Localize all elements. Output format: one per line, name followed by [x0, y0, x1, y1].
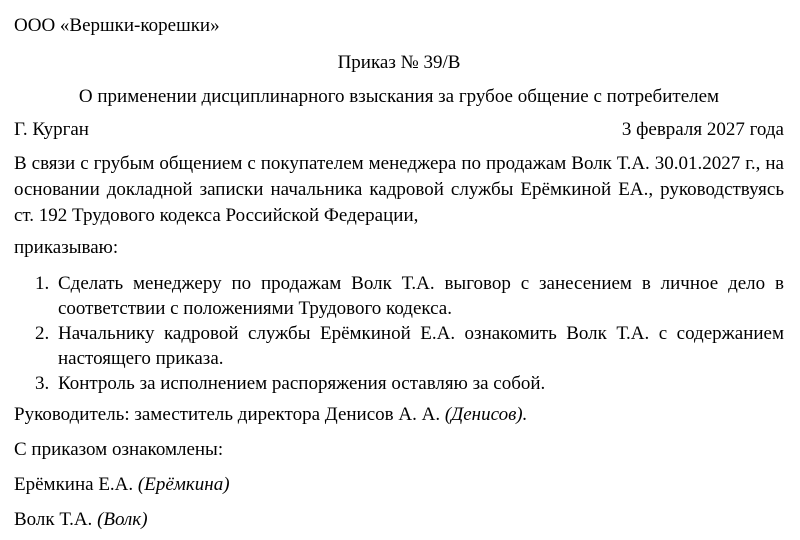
signatory-signature: (Волк) — [97, 509, 148, 530]
head-signature: (Денисов). — [444, 404, 528, 425]
order-title: Приказ № 39/В — [337, 52, 461, 73]
signatory-name: Волк Т.А. — [14, 509, 93, 530]
order-word: приказываю: — [14, 237, 119, 258]
item-number: 2. — [35, 323, 50, 344]
signatory-name: Ерёмкина Е.А. — [14, 474, 134, 495]
place-date-row — [14, 118, 784, 142]
item-text: Начальнику кадровой службы Ерёмкиной Е.А. ознакомить Волк Т.А. с содержанием настоящего приказа. — [58, 323, 784, 369]
item-text: Сделать менеджеру по продажам Волк Т.А. выговор с занесением в личное дело в соответствии с положениями Трудового кодекса. — [58, 273, 784, 319]
acquainted-label: С приказом ознакомлены: — [14, 439, 224, 460]
list-item — [14, 321, 784, 371]
item-number: 1. — [35, 273, 50, 294]
head-label: Руководитель: заместитель директора Денисов А. А. — [14, 404, 441, 425]
order-subject: О применении дисциплинарного взыскания за грубое общение с потребителем — [78, 86, 720, 107]
item-text: Контроль за исполнением распоряжения оставляю за собой. — [58, 373, 546, 394]
signatory-line — [14, 473, 230, 497]
head-signature-line — [14, 403, 527, 427]
intro-paragraph: В связи с грубым общением с покупателем менеджера по продажам Волк Т.А. 30.01.2027 г., на основании докладной записки начальника кадровой службы Ерёмкиной ЕА., руководствуясь ст. 192 Трудового кодекса Российской Федерации, — [14, 153, 784, 226]
item-number: 3. — [35, 373, 50, 394]
signatory-signature: (Ерёмкина) — [137, 474, 230, 495]
company-name: ООО «Вершки-корешки» — [14, 15, 220, 36]
list-item — [14, 271, 784, 321]
order-items-list — [14, 271, 784, 396]
city: Г. Курган — [14, 119, 89, 140]
order-date: 3 февраля 2027 года — [621, 119, 784, 140]
signatory-line — [14, 508, 148, 532]
list-item — [14, 371, 784, 396]
